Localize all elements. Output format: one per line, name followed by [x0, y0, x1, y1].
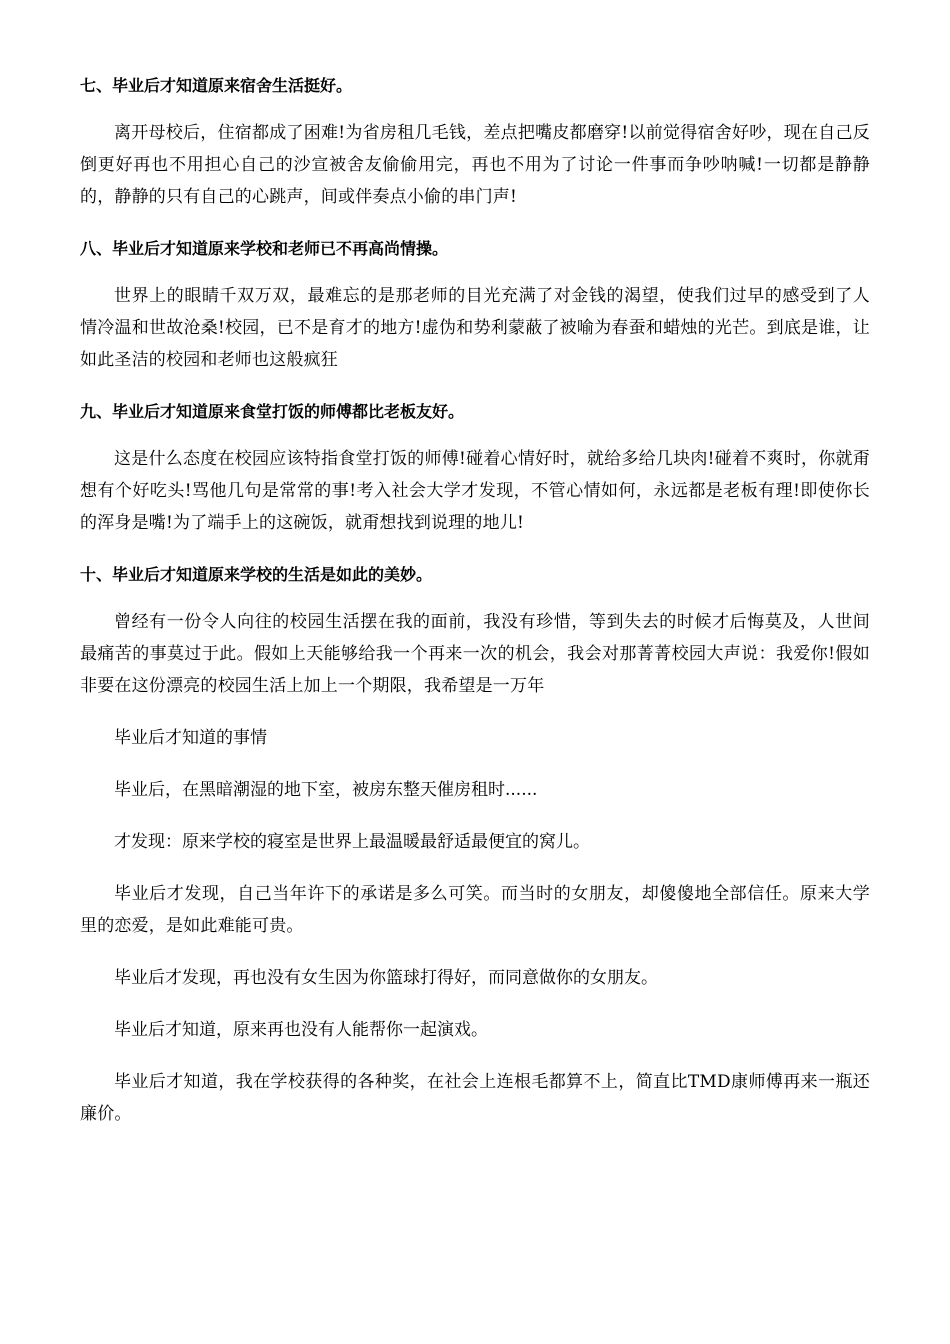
section-heading: 十、毕业后才知道原来学校的生活是如此的美妙。 [80, 565, 433, 584]
section-9 [80, 396, 870, 539]
tail-section [80, 722, 870, 1130]
section-10 [80, 559, 870, 702]
tail-paragraph: 毕业后才知道，我在学校获得的各种奖，在社会上连根毛都算不上，简直比TMD康师傅再来一瓶还廉价。 [80, 1072, 870, 1124]
tail-paragraph: 毕业后才发现，自己当年许下的承诺是多么可笑。而当时的女朋友，却傻傻地全部信任。原来大学里的恋爱，是如此难能可贵。 [80, 884, 870, 936]
section-heading: 八、毕业后才知道原来学校和老师已不再高尚情操。 [80, 239, 449, 258]
tail-paragraph: 毕业后才发现，再也没有女生因为你篮球打得好，而同意做你的女朋友。 [114, 968, 658, 988]
section-7 [80, 70, 870, 213]
section-8 [80, 233, 870, 376]
tail-paragraph: 才发现：原来学校的寝室是世界上最温暖最舒适最便宜的窝儿。 [114, 832, 590, 852]
section-paragraph: 世界上的眼睛千双万双，最难忘的是那老师的目光充满了对金钱的渴望，使我们过早的感受到了人情冷温和世故沧桑!校园，已不是育才的地方!虚伪和势利蒙蔽了被喻为春蚕和蜡烛的光芒。到底是谁，让如此圣洁的校园和老师也这般疯狂 [80, 286, 870, 370]
tail-paragraph: 毕业后，在黑暗潮湿的地下室，被房东整天催房租时...... [114, 780, 538, 800]
section-paragraph: 离开母校后，住宿都成了困难!为省房租几毛钱，差点把嘴皮都磨穿!以前觉得宿舍好吵，现在自己反倒更好再也不用担心自己的沙宣被舍友偷偷用完，再也不用为了讨论一件事而争吵呐喊!一切都是静静的，静静的只有自己的心跳声，间或伴奏点小偷的串门声! [80, 123, 870, 207]
document-page [80, 70, 870, 1150]
tail-paragraph: 毕业后才知道，原来再也没有人能帮你一起演戏。 [114, 1020, 488, 1040]
section-heading: 九、毕业后才知道原来食堂打饭的师傅都比老板友好。 [80, 402, 465, 421]
section-paragraph: 曾经有一份令人向往的校园生活摆在我的面前，我没有珍惜，等到失去的时候才后悔莫及，人世间最痛苦的事莫过于此。假如上天能够给我一个再来一次的机会，我会对那菁菁校园大声说：我爱你!假如非要在这份漂亮的校园生活上加上一个期限，我希望是一万年 [80, 612, 870, 696]
section-heading: 七、毕业后才知道原来宿舍生活挺好。 [80, 76, 353, 95]
tail-title: 毕业后才知道的事情 [114, 728, 267, 748]
section-paragraph: 这是什么态度在校园应该特指食堂打饭的师傅!碰着心情好时，就给多给几块肉!碰着不爽时，你就甭想有个好吃头!骂他几句是常常的事!考入社会大学才发现，不管心情如何，永远都是老板有理!即使你长的浑身是嘴!为了端手上的这碗饭，就甭想找到说理的地儿! [80, 449, 870, 533]
